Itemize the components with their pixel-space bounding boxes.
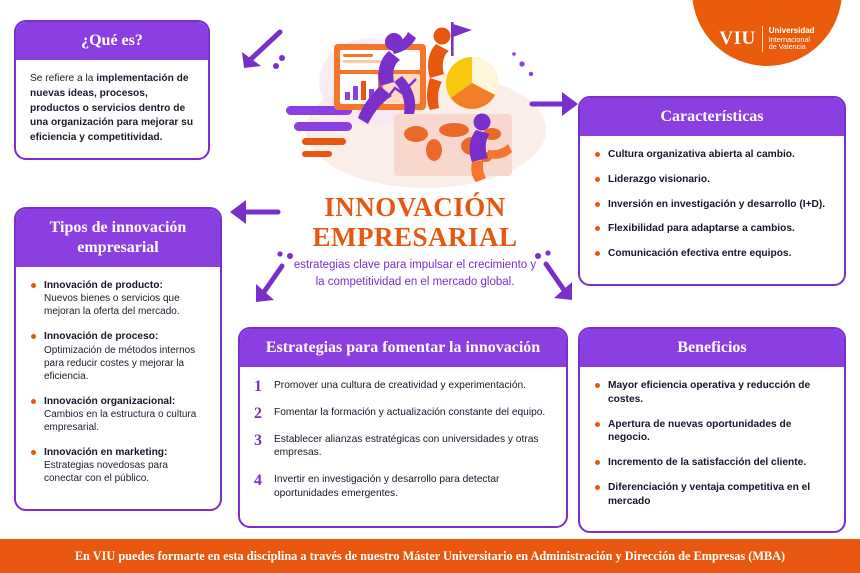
que-es-text-normal: Se refiere a la [30, 73, 97, 84]
list-item: Mayor eficiencia operativa y reducción de costes. [594, 379, 830, 407]
arrow-to-caracteristicas [524, 82, 578, 126]
list-item-label: Innovación de producto: [44, 280, 163, 291]
card-que-es-title: ¿Qué es? [16, 22, 208, 60]
estrategias-list [254, 379, 552, 501]
central-illustration [276, 10, 561, 200]
list-item [254, 406, 552, 420]
list-item: Cultura organizativa abierta al cambio. [594, 148, 830, 162]
list-item-label: Innovación organizacional: [44, 395, 176, 407]
illustration-svg [276, 10, 561, 200]
que-es-text-bold: implementación de nuevas ideas, procesos, productos o servicios dentro de una organización para mejorar su eficiencia y competitividad. [30, 73, 194, 144]
list-item [254, 433, 552, 461]
viu-logo [692, 0, 842, 66]
arrow-icon [524, 82, 578, 126]
list-item: Comunicación efectiva entre equipos. [594, 247, 830, 261]
card-que-es-body [16, 60, 208, 158]
logo-inner [719, 26, 814, 52]
arrow-to-tipos [224, 190, 286, 234]
card-que-es [14, 20, 210, 160]
list-item [254, 379, 552, 393]
logo-line-3: de Valencia [768, 42, 806, 52]
list-item-label: Innovación en marketing: [44, 446, 168, 458]
center-title [290, 192, 540, 290]
card-estrategias-body [240, 367, 566, 526]
card-tipos-body [16, 267, 220, 509]
list-item-desc: Cambios en la estructura o cultura empresarial. [44, 408, 197, 433]
logo-line-2: Internacional [768, 34, 810, 44]
list-item: Inversión en investigación y desarrollo (I+D). [594, 198, 830, 212]
list-item-desc: Nuevos bienes o servicios que mejoran la oferta del mercado. [44, 293, 180, 318]
list-item-desc: Estrategias novedosas para conectar con el público. [44, 460, 168, 484]
center-title-line-1: INNOVACIÓN [324, 192, 506, 222]
list-item: Incremento de la satisfacción del cliente. [594, 456, 830, 470]
list-item [30, 446, 206, 485]
logo-mark: VIU [719, 28, 756, 49]
card-caracteristicas-body [580, 136, 844, 284]
arrow-icon [224, 190, 286, 234]
list-item [30, 330, 206, 382]
logo-wordmark [769, 27, 815, 51]
card-caracteristicas [578, 96, 846, 286]
list-item [30, 395, 206, 434]
card-estrategias [238, 327, 568, 528]
tipos-list [30, 279, 206, 485]
card-beneficios-title: Beneficios [580, 329, 844, 367]
list-item-number: 3 [254, 431, 262, 449]
list-item-text: Fomentar la formación y actualización constante del equipo. [274, 406, 546, 418]
list-item-number: 2 [254, 404, 262, 422]
list-item-text: Invertir en investigación y desarrollo para detectar oportunidades emergentes. [274, 474, 500, 499]
logo-divider [762, 26, 763, 52]
card-tipos-innovacion [14, 207, 222, 511]
caracteristicas-list [594, 148, 830, 261]
card-tipos-title: Tipos de innovación empresarial [16, 209, 220, 267]
card-beneficios [578, 327, 846, 533]
list-item-text: Promover una cultura de creatividad y experimentación. [274, 380, 526, 391]
list-item-number: 1 [254, 378, 262, 395]
list-item-number: 4 [254, 472, 262, 490]
list-item: Flexibilidad para adaptarse a cambios. [594, 222, 830, 236]
card-caracteristicas-title: Características [580, 98, 844, 136]
center-subtitle: estrategias clave para impulsar el crecimiento y la competitividad en el mercado global. [293, 259, 537, 288]
list-item: Diferenciación y ventaja competitiva en el mercado [594, 481, 830, 509]
footer-banner [0, 539, 860, 573]
logo-line-1: Universidad [768, 26, 815, 36]
list-item [254, 473, 552, 501]
list-item-desc: Optimización de métodos internos para reducir costes y mejorar la eficiencia. [44, 344, 196, 382]
list-item-text: Establecer alianzas estratégicas con universidades y otras empresas. [274, 433, 539, 459]
list-item: Apertura de nuevas oportunidades de negocio. [594, 418, 830, 446]
list-item-label: Innovación de proceso: [44, 331, 159, 343]
beneficios-list [594, 379, 830, 508]
footer-text: En VIU puedes formarte en esta disciplina a través de nuestro Máster Universitario en Administración y Dirección de Empresas (MBA) [74, 548, 786, 563]
list-item [30, 279, 206, 318]
arrow-to-que-es [236, 22, 288, 74]
center-title-line-2: EMPRESARIAL [312, 222, 518, 253]
list-item: Liderazgo visionario. [594, 173, 830, 187]
card-beneficios-body [580, 367, 844, 531]
card-estrategias-title: Estrategias para fomentar la innovación [240, 329, 566, 367]
arrow-icon [236, 22, 288, 74]
